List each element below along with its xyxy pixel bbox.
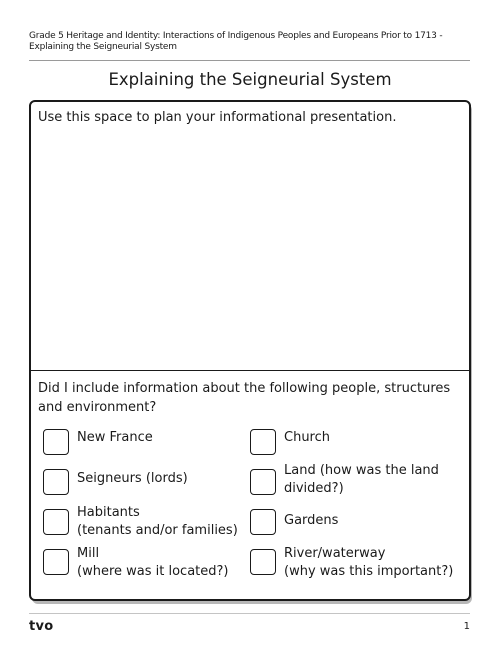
page-title: Explaining the Seigneurial System bbox=[108, 70, 392, 89]
checklist-label: Habitants (tenants and/or families) bbox=[77, 505, 238, 538]
checkbox[interactable] bbox=[43, 549, 69, 575]
checklist-label: Mill (where was it located?) bbox=[77, 546, 229, 579]
footer-divider bbox=[29, 613, 470, 614]
checklist-label: River/waterway (why was this important?) bbox=[284, 546, 454, 579]
header-divider bbox=[29, 60, 470, 61]
checkbox[interactable] bbox=[250, 549, 276, 575]
planning-card bbox=[29, 100, 471, 601]
checklist-label: New France bbox=[77, 430, 153, 445]
checklist-label: Seigneurs (lords) bbox=[77, 471, 188, 486]
checkbox[interactable] bbox=[250, 469, 276, 495]
checklist-question: Did I include information about the following people, structures and environment? bbox=[38, 381, 451, 415]
checkbox[interactable] bbox=[43, 469, 69, 495]
checkbox[interactable] bbox=[250, 509, 276, 535]
checkbox[interactable] bbox=[250, 429, 276, 455]
checklist-label: Church bbox=[284, 430, 331, 445]
checkbox[interactable] bbox=[43, 429, 69, 455]
card-divider bbox=[31, 370, 469, 371]
tvo-logo: tvo bbox=[29, 619, 54, 634]
document-header: Grade 5 Heritage and Identity: Interactions of Indigenous Peoples and Europeans Prior to 1713 - Explaining the Seigneurial System bbox=[29, 31, 443, 52]
page-number: 1 bbox=[463, 621, 470, 632]
checklist-label: Gardens bbox=[284, 513, 339, 528]
checklist-label: Land (how was the land divided?) bbox=[284, 463, 439, 496]
plan-prompt: Use this space to plan your informational presentation. bbox=[38, 110, 397, 125]
checkbox[interactable] bbox=[43, 509, 69, 535]
